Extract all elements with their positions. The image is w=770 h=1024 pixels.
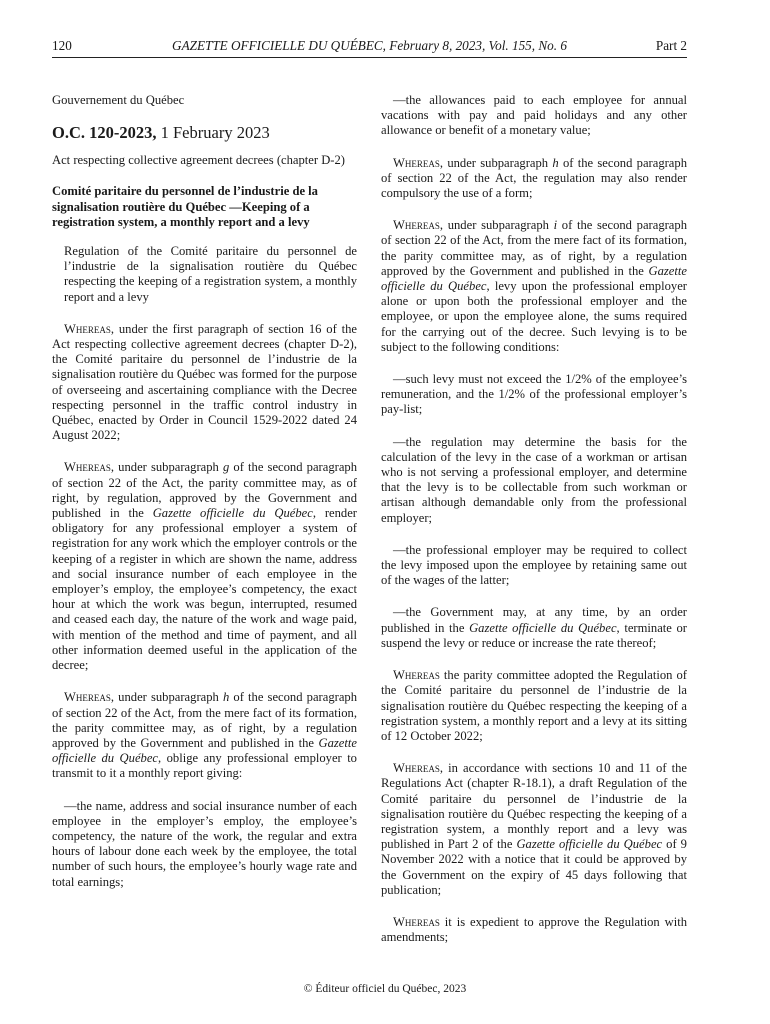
notice-heading: Comité paritaire du personnel de l’industrie de la signalisation routière du Québec —Keeping of a registration system, a monthly report and a levy (52, 184, 318, 229)
whereas-paragraph-1: Whereas, under the first paragraph of section 16 of the Act respecting collective agreement decrees (chapter D-2), the Comité paritaire du personnel de l’industrie de la signalisation routière du Québec was formed for the purpose of overseeing and ascertaining compliance with the Decree respecting personnel in the traffic control industry in Québec, enacted by Order in Council 1529-2022 dated 24 August 2022; (52, 321, 357, 443)
copyright-footer: © Éditeur officiel du Québec, 2023 (303, 983, 467, 995)
gazette-title: GAZETTE OFFICIELLE DU QUÉBEC, February 8, 2023, Vol. 155, No. 6 (172, 38, 567, 53)
page-header (52, 37, 687, 55)
whereas-paragraph-2: Whereas, under subparagraph g of the second paragraph of section 22 of the Act, the parity committee may, as of right, by regulation, approved by the Government and published in the Gazette officielle du Québec, render obligatory for any professional employer a system of registration for any work which the employer controls or the keeping of a register in which are shown the name, address and social insurance number of each employee in the employer’s employ, the employee’s competency, the exact hour at which the work was begun, interrupted, resumed and ceased each day, the nature of the work and wage paid, with mention of the method and time of payment, and all other information deemed useful in the application of the decree; (52, 460, 357, 673)
header-rule (52, 57, 687, 58)
left-column (52, 93, 357, 907)
part-label: Part 2 (655, 38, 687, 53)
levy-condition-2: —the regulation may determine the basis for the calculation of the levy in the case of a workman or artisan who is not serving a professional employer, and determine that the levy is to be collectable from such workman or artisan although demandable only from the professional employer; (381, 434, 687, 525)
levy-condition-3: —the professional employer may be required to collect the levy imposed upon the employee by retaining same out of the wages of the latter; (381, 542, 687, 588)
whereas-paragraph-8: Whereas it is expedient to approve the Regulation with amendments; (381, 914, 687, 945)
act-reference: Act respecting collective agreement decrees (chapter D-2) (52, 153, 345, 168)
whereas-paragraph-5: Whereas, under subparagraph i of the second paragraph of section 22 of the Act, from the mere fact of its formation, the parity committee may, as of right, by a regulation approved by the Government and published in the Gazette officielle du Québec, levy upon the professional employer alone or upon both the professional employer and the employee, or upon the employee alone, the sums required for the carrying out of the decree. Such levying is to be subject to the following conditions: (381, 218, 687, 354)
levy-condition-1: —such levy must not exceed the 1/2% of the employee’s remuneration, and the 1/2% of the professional employer’s pay-list; (381, 372, 687, 417)
page-number: 120 (52, 38, 72, 53)
regulation-title: Regulation of the Comité paritaire du personnel de l’industrie de la signalisation routière du Québec respecting the keeping of a registration system, a monthly report and a levy (64, 244, 357, 304)
levy-condition-4: —the Government may, at any time, by an order published in the Gazette officielle du Québec, terminate or suspend the levy or reduce or increase the rate thereof; (381, 605, 688, 650)
right-column (381, 93, 687, 962)
order-in-council-title (52, 123, 357, 143)
whereas-paragraph-3: Whereas, under subparagraph h of the second paragraph of section 22 of the Act, from the mere fact of its formation, the parity committee may, as of right, by a regulation approved by the Government and published in the Gazette officielle du Québec, oblige any professional employer to transmit to it a monthly report giving: (52, 690, 357, 781)
oc-number: O.C. 120-2023, (52, 123, 157, 143)
whereas-paragraph-6: Whereas the parity committee adopted the Regulation of the Comité paritaire du personnel de l’industrie de la signalisation routière du Québec respecting the keeping of a registration system, a monthly report and a levy at its sitting of 12 October 2022; (381, 668, 687, 743)
whereas-paragraph-4: Whereas, under subparagraph h of the second paragraph of section 22 of the Act, the regulation may also render compulsory the use of a form; (381, 155, 687, 201)
oc-date: 1 February 2023 (156, 123, 270, 143)
monthly-report-item: —the name, address and social insurance number of each employee in the employer’s employ, the employee’s competency, the nature of the work, the regular and extra hours of labour done each week by the employee, the total number of such hours, the employee’s hourly wage rate and total earnings; (52, 798, 357, 889)
whereas-paragraph-7: Whereas, in accordance with sections 10 and 11 of the Regulations Act (chapter R-18.1), a draft Regulation of the Comité paritaire du personnel de l’industrie de la signalisation routière du Québec respecting the keeping of a registration system, a monthly report and a levy was published in Part 2 of the Gazette officielle du Québec of 9 November 2022 with a notice that it could be approved by the Government on the expiry of 45 days following that publication; (381, 761, 687, 897)
allowances-item: —the allowances paid to each employee for annual vacations with pay and paid holidays and any other allowance or benefit of a monetary value; (381, 93, 687, 138)
government-label: Gouvernement du Québec (52, 93, 185, 107)
